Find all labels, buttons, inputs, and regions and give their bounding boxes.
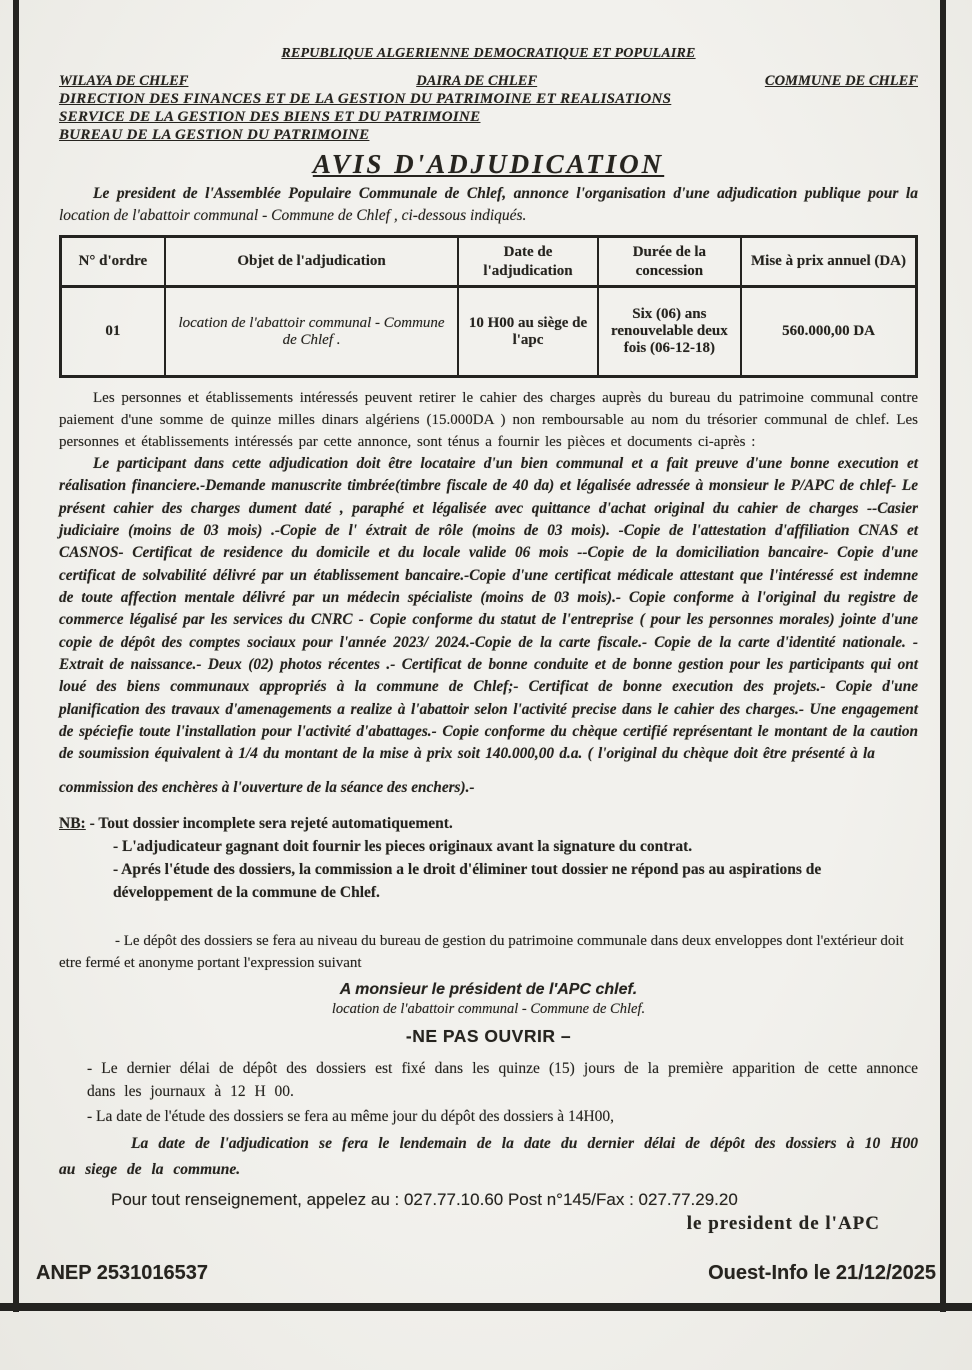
paragraph-retrait-cahier: Les personnes et établissements intéressés peuvent retirer le cahier des charges auprès du bureau du patrimoine communal contre paiement d'une somme de quinze milles dinars algériens (15.000DA ) non remboursable au nom du trésorier communal de chlef. Les personnes et établissements intéressés par cette annonce, sont ténus a fournir les pièces et documents ci-après : <box>59 390 918 451</box>
nb-item-2: - L'adjudicateur gagnant doit fournir les pieces originaux avant la signature du contrat. <box>113 837 693 855</box>
footer-row <box>0 1262 972 1285</box>
nb-item-1 <box>59 812 918 835</box>
paragraph-adjudication-date: La date de l'adjudication se fera le lendemain de la date du dernier délai de dépôt des dossiers à 10 H00 au siege de la commune. <box>59 1135 918 1179</box>
nb-item-1-text: - Tout dossier incomplete sera rejeté automatiquement. <box>89 814 453 832</box>
paragraph-depot: - Le dépôt des dossiers se fera au niveau du bureau de gestion du patrimoine communale dans deux enveloppes dont l'extérieur doit etre fermé et anonyme portant l'expression suivant <box>59 932 904 972</box>
footer-anep: ANEP 2531016537 <box>36 1262 208 1284</box>
cell-date: 10 H00 au siège de l'apc <box>458 287 597 377</box>
header-service-line: SERVICE DE LA GESTION DES BIENS ET DU PATRIMOINE <box>59 109 481 125</box>
intro-paragraph <box>59 183 918 227</box>
table-header <box>61 237 917 287</box>
cell-objet: location de l'abattoir communal - Commune de Chlef . <box>165 287 459 377</box>
deadline-item-1: - Le dernier délai de dépôt des dossiers est fixé dans les quinze (15) jours de la première apparition de cette annonce dans les journaux à 12 H 00. <box>87 1059 918 1100</box>
col-header-objet: Objet de l'adjudication <box>165 237 459 287</box>
cell-mise-a-prix: 560.000,00 DA <box>741 287 916 377</box>
signature-line: le president de l'APC <box>686 1212 880 1234</box>
envelope-object-line: location de l'abattoir communal - Commune de Chlef. <box>331 1000 646 1017</box>
document-title: AVIS D'ADJUDICATION <box>312 149 665 179</box>
document-border-frame <box>13 0 946 1312</box>
document-content <box>19 0 940 1312</box>
intro-object-part: location de l'abattoir communal - Commune de Chlef <box>59 207 390 224</box>
nb-item-3: - Aprés l'étude des dossiers, la commission a le droit d'éliminer tout dossier ne répond pas au aspirations de développement de la commune de Chlef. <box>113 861 822 902</box>
cell-num-ordre: 01 <box>61 287 165 377</box>
intro-tail-part: , ci-dessous indiqués. <box>389 207 527 224</box>
col-header-duree: Durée de la concession <box>598 237 741 287</box>
nb-section <box>59 812 918 905</box>
envelope-warning-line: -NE PAS OUVRIR – <box>405 1025 572 1046</box>
bottom-rule <box>0 1303 972 1311</box>
header-admin-row <box>59 73 918 90</box>
deadline-item-2: - La date de l'étude des dossiers se fera au même jour du dépôt des dossiers à 14H00, <box>87 1108 615 1126</box>
cell-duree: Six (06) ans renouvelable deux fois (06-12-18) <box>598 287 741 377</box>
header-wilaya: WILAYA DE CHLEF <box>59 73 189 89</box>
nb-label: NB: <box>59 814 86 832</box>
header-republic-line <box>59 46 918 62</box>
paragraph-conditions: Le participant dans cette adjudication doit être locataire d'un bien communal et a fait preuve d'une bonne execution et réalisation financiere.-Demande manuscrite timbrée(timbre fiscale de 40 da) et légalisée adressée à monsieur le P/APC de chlef- Le présent cahier des charges dument daté , paraphé et légalisée avec quittance d'achat original du cahier de charges --Casier judiciaire (moins de 03 mois) .-Copie de l' éxtrait de rôle (moins de 03 mois). -Copie de l'attestation d'affiliation CNAS et CASNOS- Certificat de residence du domicile et du locale valide 06 mois --Copie de la domiciliation bancaire- Copie d'une certificat de solvabilité délivré par un établissement bancaire.-Copie d'une certificat médicale attestant que l'intéressé est indemne de toute affection mentale délivré par un médecin spécialiste (moins de 03 mois).- Copie conforme à l'original du registre de commerce légalisé par les services du CNRC - Copie conforme du statut de l'entreprise ( pour les personnes morales) jointe d'une copie de dépôt des comptes sociaux pour l'année 2023/ 2024.-Copie de la carte fiscale.- Copie de la carte d'identité nationale. - Extrait de naissance.- Deux (02) photos récentes .- Certificat de bonne conduite et de bonne gestion pour les participants qui ont loué des biens communaux appropriés à la commune de Chlef;- Certificat de bonne execution des projets.- Copie d'une planification des travaux d'amenagements a realize à l'abattoir selon l'activité precise dans le cahier des charges.- Une engagement de spéciefie toute l'installation pour l'activité d'abattages.- Copie conforme du chèque certifié représentant le montant de la caution de soumission équivalent à 1/4 du montant de la mise à prix soit 140.000,00 d.a. ( l'original du chèque doit être présenté à la <box>59 455 918 763</box>
col-header-num-ordre: N° d'ordre <box>61 237 165 287</box>
col-header-mise-a-prix: Mise à prix annuel (DA) <box>741 237 916 287</box>
table-row <box>61 287 917 377</box>
contact-line: Pour tout renseignement, appelez au : 027.77.10.60 Post n°145/Fax : 027.77.29.20 <box>111 1189 738 1209</box>
republic-text: REPUBLIQUE ALGERIENNE DEMOCRATIQUE ET POPULAIRE <box>281 46 696 61</box>
table-body <box>61 287 917 377</box>
footer-journal: Ouest-Info le 21/12/2025 <box>708 1262 936 1284</box>
col-header-date: Date de l'adjudication <box>458 237 597 287</box>
header-commune: COMMUNE DE CHLEF <box>764 73 918 89</box>
intro-bold-part: Le president de l'Assemblée Populaire Communale de Chlef, annonce l'organisation d'une adjudication publique pour la <box>93 185 918 202</box>
adjudication-table <box>59 235 918 378</box>
paragraph-commission: commission des enchères à l'ouverture de la séance des enchers).- <box>59 778 475 796</box>
header-direction-line: DIRECTION DES FINANCES ET DE LA GESTION DU PATRIMOINE ET REALISATIONS <box>59 91 672 107</box>
header-daira: DAIRA DE CHLEF <box>416 73 538 89</box>
table-header-row <box>61 237 917 287</box>
header-bureau-line: BUREAU DE LA GESTION DU PATRIMOINE <box>59 127 370 143</box>
envelope-address-line: A monsieur le président de l'APC chlef. <box>339 980 638 998</box>
